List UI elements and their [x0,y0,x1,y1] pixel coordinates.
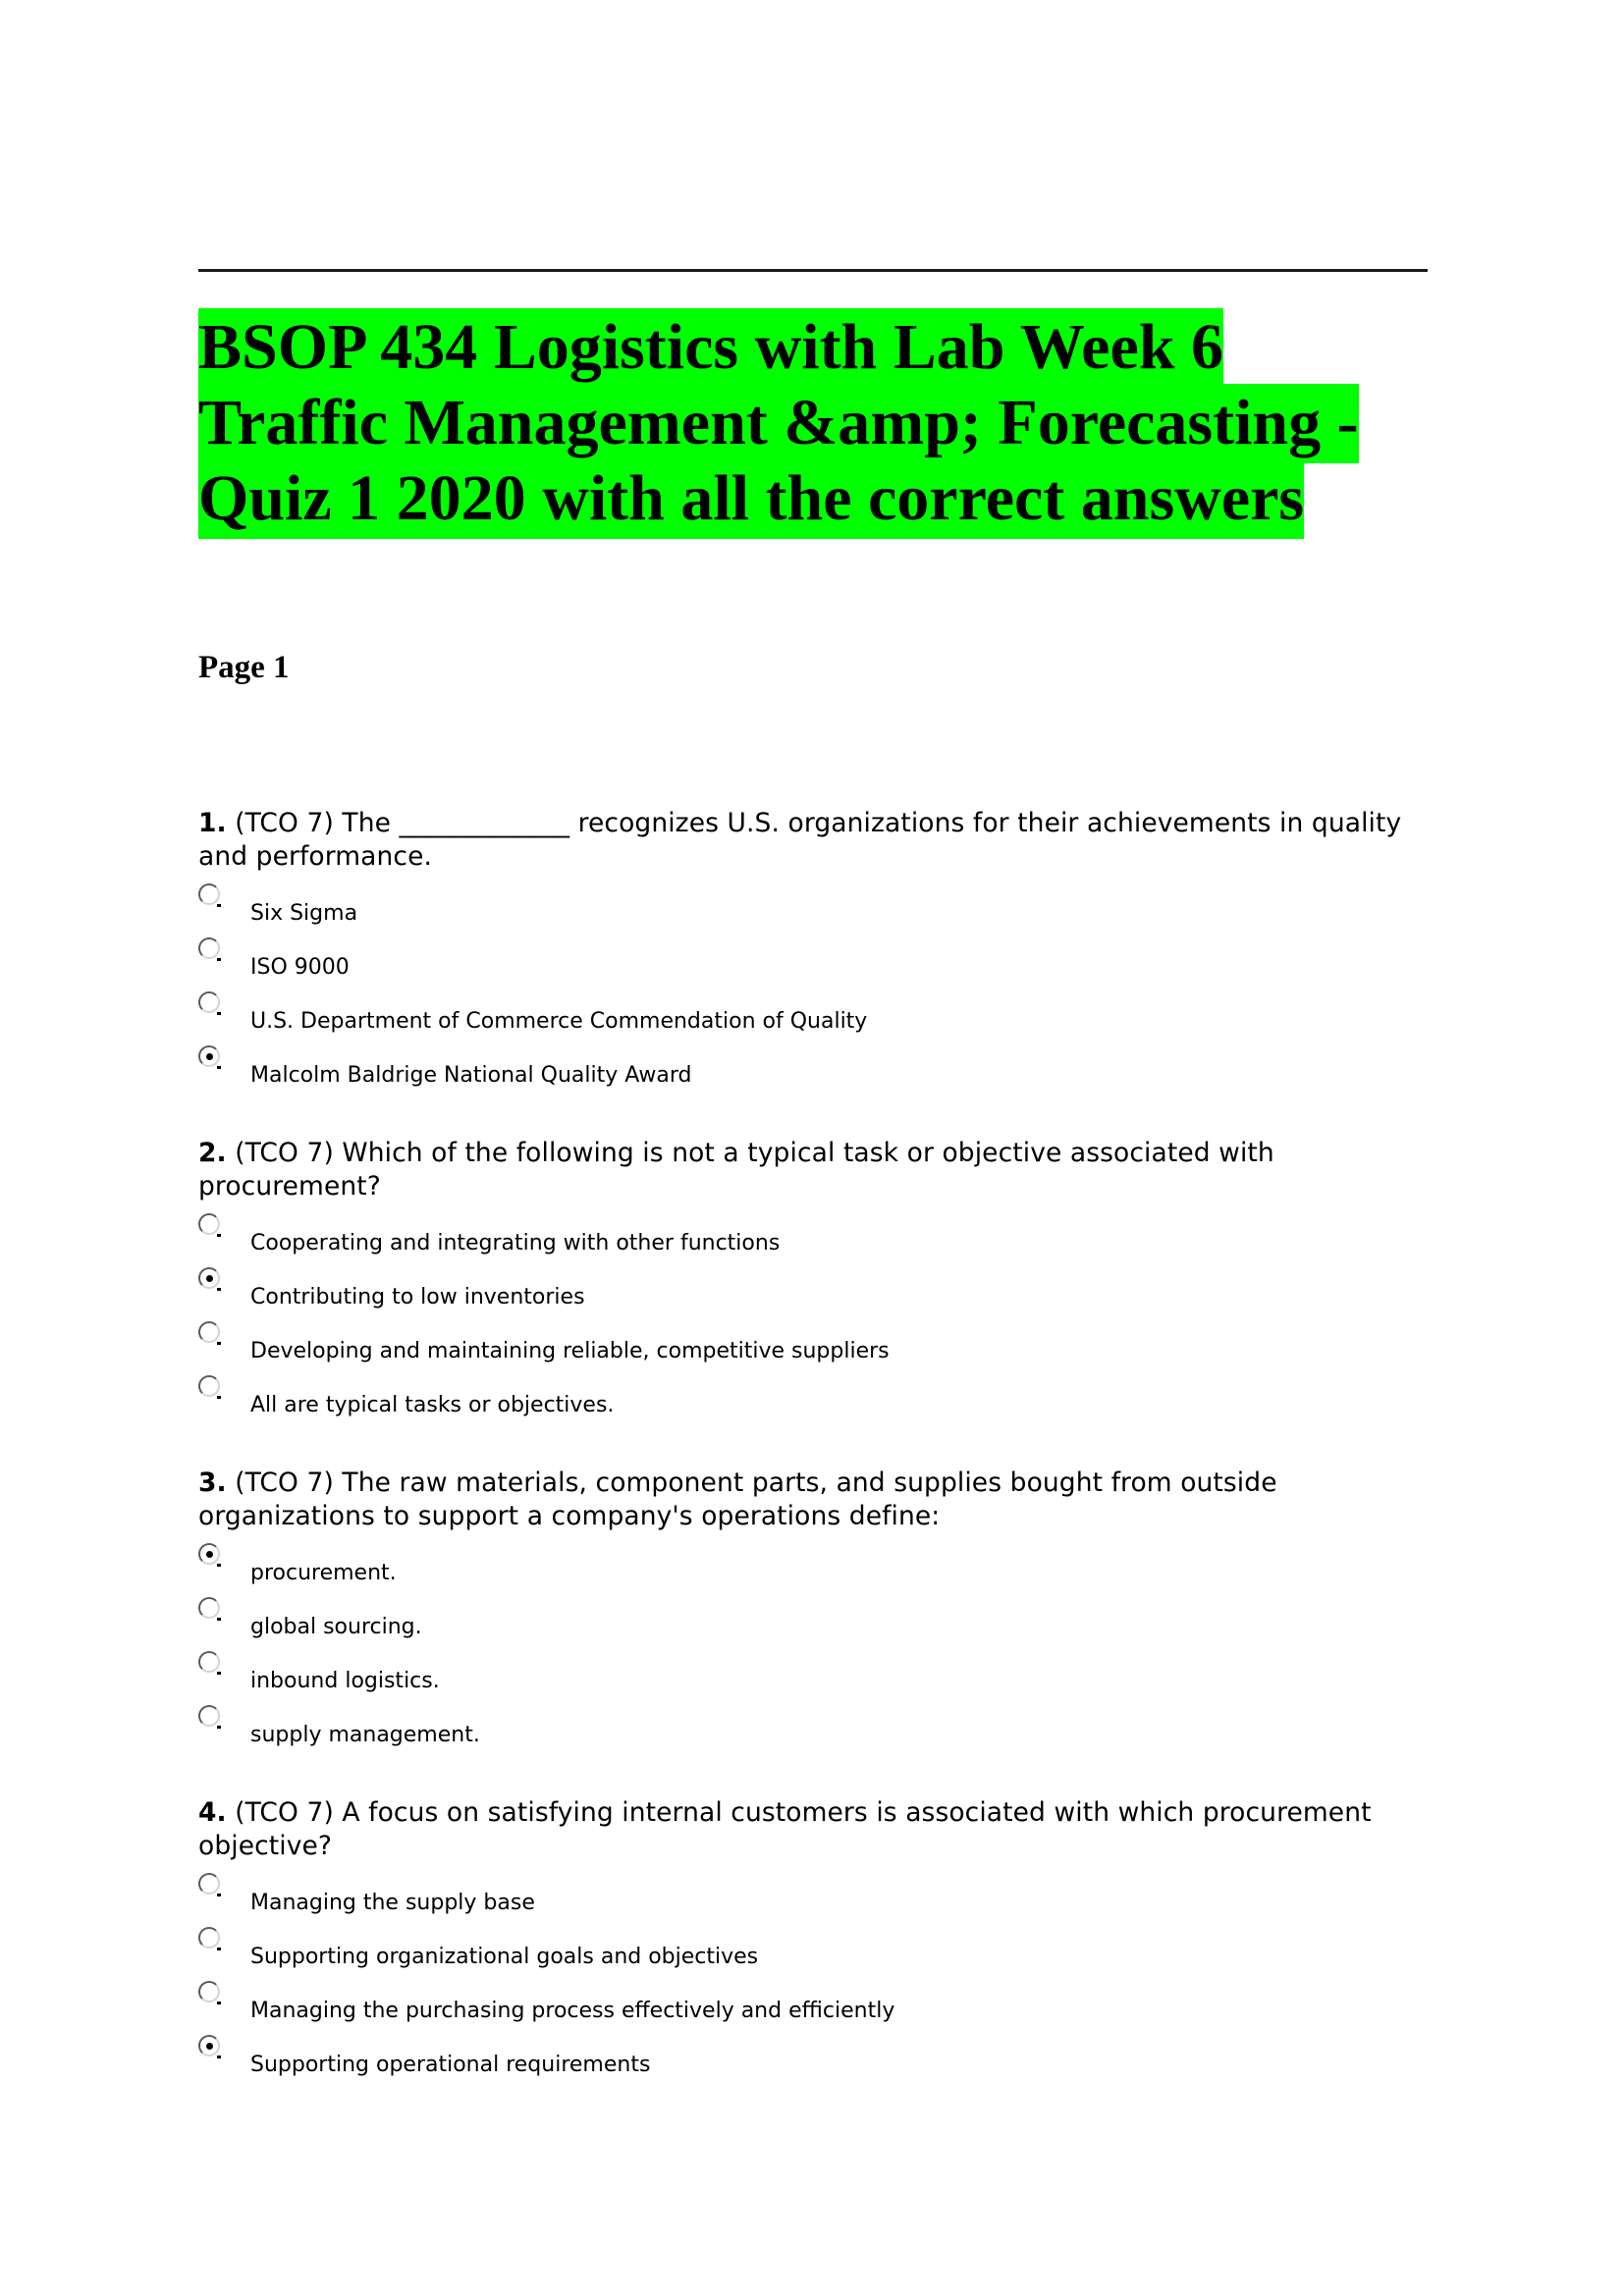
radio-dot-icon [206,1053,213,1060]
answer-options [198,1871,1377,2087]
radio-button-icon[interactable] [198,1597,220,1619]
option-label[interactable]: procurement. [250,1561,397,1585]
answer-options [198,1211,1377,1427]
question-1 [198,807,1435,1137]
answer-option[interactable] [198,2033,1377,2087]
answer-option[interactable] [198,1043,1377,1097]
option-label[interactable]: U.S. Department of Commerce Commendation of Quality [250,1009,868,1034]
radio-button-icon[interactable] [198,2035,220,2056]
option-label[interactable]: Supporting organizational goals and objectives [250,1945,759,1969]
title-line-1: BSOP 434 Logistics with Lab Week 6 [198,311,1223,383]
question-list [198,807,1435,2126]
answer-options [198,1541,1377,1757]
answer-option[interactable] [198,1871,1377,1925]
option-label[interactable]: global sourcing. [250,1615,422,1639]
radio-button-icon[interactable] [198,1981,220,2002]
radio-button-icon[interactable] [198,991,220,1013]
radio-button-icon[interactable] [198,1705,220,1727]
answer-option[interactable] [198,1319,1377,1373]
question-number: 2. [198,1138,227,1168]
title-highlight [198,308,1359,539]
question-prompt: (TCO 7) Which of the following is not a typical task or objective associated with procurement? [198,1138,1274,1201]
question-text [198,1467,1435,1533]
option-label[interactable]: Six Sigma [250,901,358,926]
option-label[interactable]: All are typical tasks or objectives. [250,1393,615,1417]
radio-button-icon[interactable] [198,1543,220,1565]
title-line-3: Quiz 1 2020 with all the correct answers [198,462,1305,534]
answer-option[interactable] [198,1703,1377,1757]
option-label[interactable]: Supporting operational requirements [250,2053,651,2077]
radio-button-icon[interactable] [198,1321,220,1343]
document-title [198,309,1428,536]
question-prompt: (TCO 7) A focus on satisfying internal customers is associated with which procurement objective? [198,1797,1372,1861]
question-prompt: (TCO 7) The raw materials, component parts, and supplies bought from outside organizations to support a company's operations define: [198,1468,1277,1531]
radio-button-icon[interactable] [198,1375,220,1397]
radio-button-icon[interactable] [198,1873,220,1895]
answer-option[interactable] [198,1211,1377,1265]
radio-dot-icon [206,1551,213,1558]
option-label[interactable]: Cooperating and integrating with other functions [250,1231,781,1255]
horizontal-rule [198,269,1428,272]
answer-option[interactable] [198,1373,1377,1427]
question-2 [198,1137,1435,1467]
radio-button-icon[interactable] [198,1045,220,1067]
radio-button-icon[interactable] [198,1927,220,1949]
option-label[interactable]: Managing the purchasing process effectively and efficiently [250,1999,895,2023]
option-label[interactable]: Contributing to low inventories [250,1285,585,1309]
question-text [198,807,1435,874]
radio-button-icon[interactable] [198,937,220,959]
answer-option[interactable] [198,1979,1377,2033]
radio-dot-icon [206,2043,213,2050]
answer-option[interactable] [198,1265,1377,1319]
answer-option[interactable] [198,935,1377,989]
question-number: 3. [198,1468,227,1498]
answer-option[interactable] [198,1541,1377,1595]
radio-dot-icon [206,1275,213,1282]
option-label[interactable]: ISO 9000 [250,955,350,980]
option-label[interactable]: Malcolm Baldrige National Quality Award [250,1063,692,1088]
answer-option[interactable] [198,1649,1377,1703]
question-3 [198,1467,1435,1796]
option-label[interactable]: supply management. [250,1723,480,1747]
answer-options [198,881,1377,1097]
radio-button-icon[interactable] [198,1213,220,1235]
question-number: 4. [198,1797,227,1828]
title-line-2: Traffic Management &amp; Forecasting - [198,387,1359,458]
question-4 [198,1796,1435,2126]
page-label: Page 1 [198,650,290,685]
answer-option[interactable] [198,881,1377,935]
option-label[interactable]: Managing the supply base [250,1891,535,1915]
option-label[interactable]: Developing and maintaining reliable, competitive suppliers [250,1339,890,1363]
question-number: 1. [198,808,227,838]
option-label[interactable]: inbound logistics. [250,1669,440,1693]
question-text [198,1137,1435,1203]
radio-button-icon[interactable] [198,883,220,905]
answer-option[interactable] [198,1925,1377,1979]
answer-option[interactable] [198,989,1377,1043]
radio-button-icon[interactable] [198,1651,220,1673]
question-prompt: (TCO 7) The _____________ recognizes U.S. organizations for their achievements in quality and performance. [198,808,1402,872]
question-text [198,1796,1435,1863]
answer-option[interactable] [198,1595,1377,1649]
radio-button-icon[interactable] [198,1267,220,1289]
